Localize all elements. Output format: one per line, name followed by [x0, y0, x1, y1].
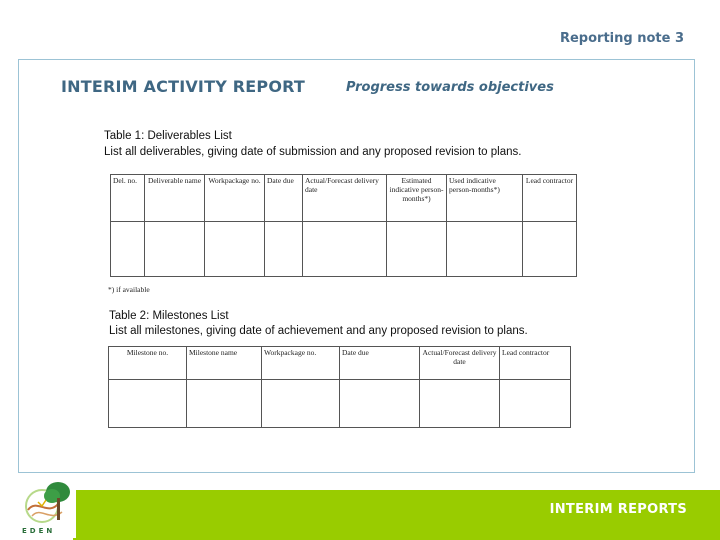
table2-header-milestone-no: Milestone no. — [109, 347, 187, 380]
table-cell[interactable] — [111, 222, 145, 277]
table-cell[interactable] — [303, 222, 387, 277]
footer-label: INTERIM REPORTS — [549, 502, 687, 517]
table2-header-lead-contractor: Lead contractor — [500, 347, 571, 380]
table-row — [109, 380, 571, 428]
table-cell[interactable] — [387, 222, 447, 277]
table-cell[interactable] — [523, 222, 577, 277]
page-title: INTERIM ACTIVITY REPORT — [61, 77, 306, 96]
table1-title: Table 1: Deliverables List — [104, 130, 232, 142]
table2-header-actual-forecast: Actual/Forecast delivery date — [420, 347, 500, 380]
table1-header-date-due: Date due — [265, 175, 303, 222]
table1-header-del-no: Del. no. — [111, 175, 145, 222]
table-cell[interactable] — [420, 380, 500, 428]
table1-header-deliverable-name: Deliverable name — [145, 175, 205, 222]
table-cell[interactable] — [187, 380, 262, 428]
logo-text: EDEN — [22, 527, 56, 535]
table-cell[interactable] — [340, 380, 420, 428]
table1-footnote: *) if available — [108, 285, 150, 294]
table-cell[interactable] — [500, 380, 571, 428]
table1-description: List all deliverables, giving date of submission and any proposed revision to plans. — [104, 146, 522, 158]
milestones-table — [108, 346, 571, 428]
table-cell[interactable] — [205, 222, 265, 277]
table1-header-lead-contractor: Lead contractor — [523, 175, 577, 222]
table-cell[interactable] — [262, 380, 340, 428]
table1-header-workpackage-no: Workpackage no. — [205, 175, 265, 222]
page-subtitle: Progress towards objectives — [346, 80, 554, 95]
table1-header-actual-forecast: Actual/Forecast delivery date — [303, 175, 387, 222]
table2-description: List all milestones, giving date of achievement and any proposed revision to plans. — [109, 325, 528, 337]
table1-header-used-pm: Used indicative person-months*) — [447, 175, 523, 222]
reporting-note-label: Reporting note 3 — [559, 31, 684, 46]
table1-header-estimated-pm: Estimated indicative person-months*) — [387, 175, 447, 222]
table-cell[interactable] — [265, 222, 303, 277]
deliverables-table — [110, 174, 577, 277]
table-cell[interactable] — [109, 380, 187, 428]
table-cell[interactable] — [447, 222, 523, 277]
table-cell[interactable] — [145, 222, 205, 277]
table2-title: Table 2: Milestones List — [109, 310, 229, 322]
table2-header-workpackage-no: Workpackage no. — [262, 347, 340, 380]
table2-header-milestone-name: Milestone name — [187, 347, 262, 380]
table2-header-date-due: Date due — [340, 347, 420, 380]
table-row — [111, 222, 577, 277]
